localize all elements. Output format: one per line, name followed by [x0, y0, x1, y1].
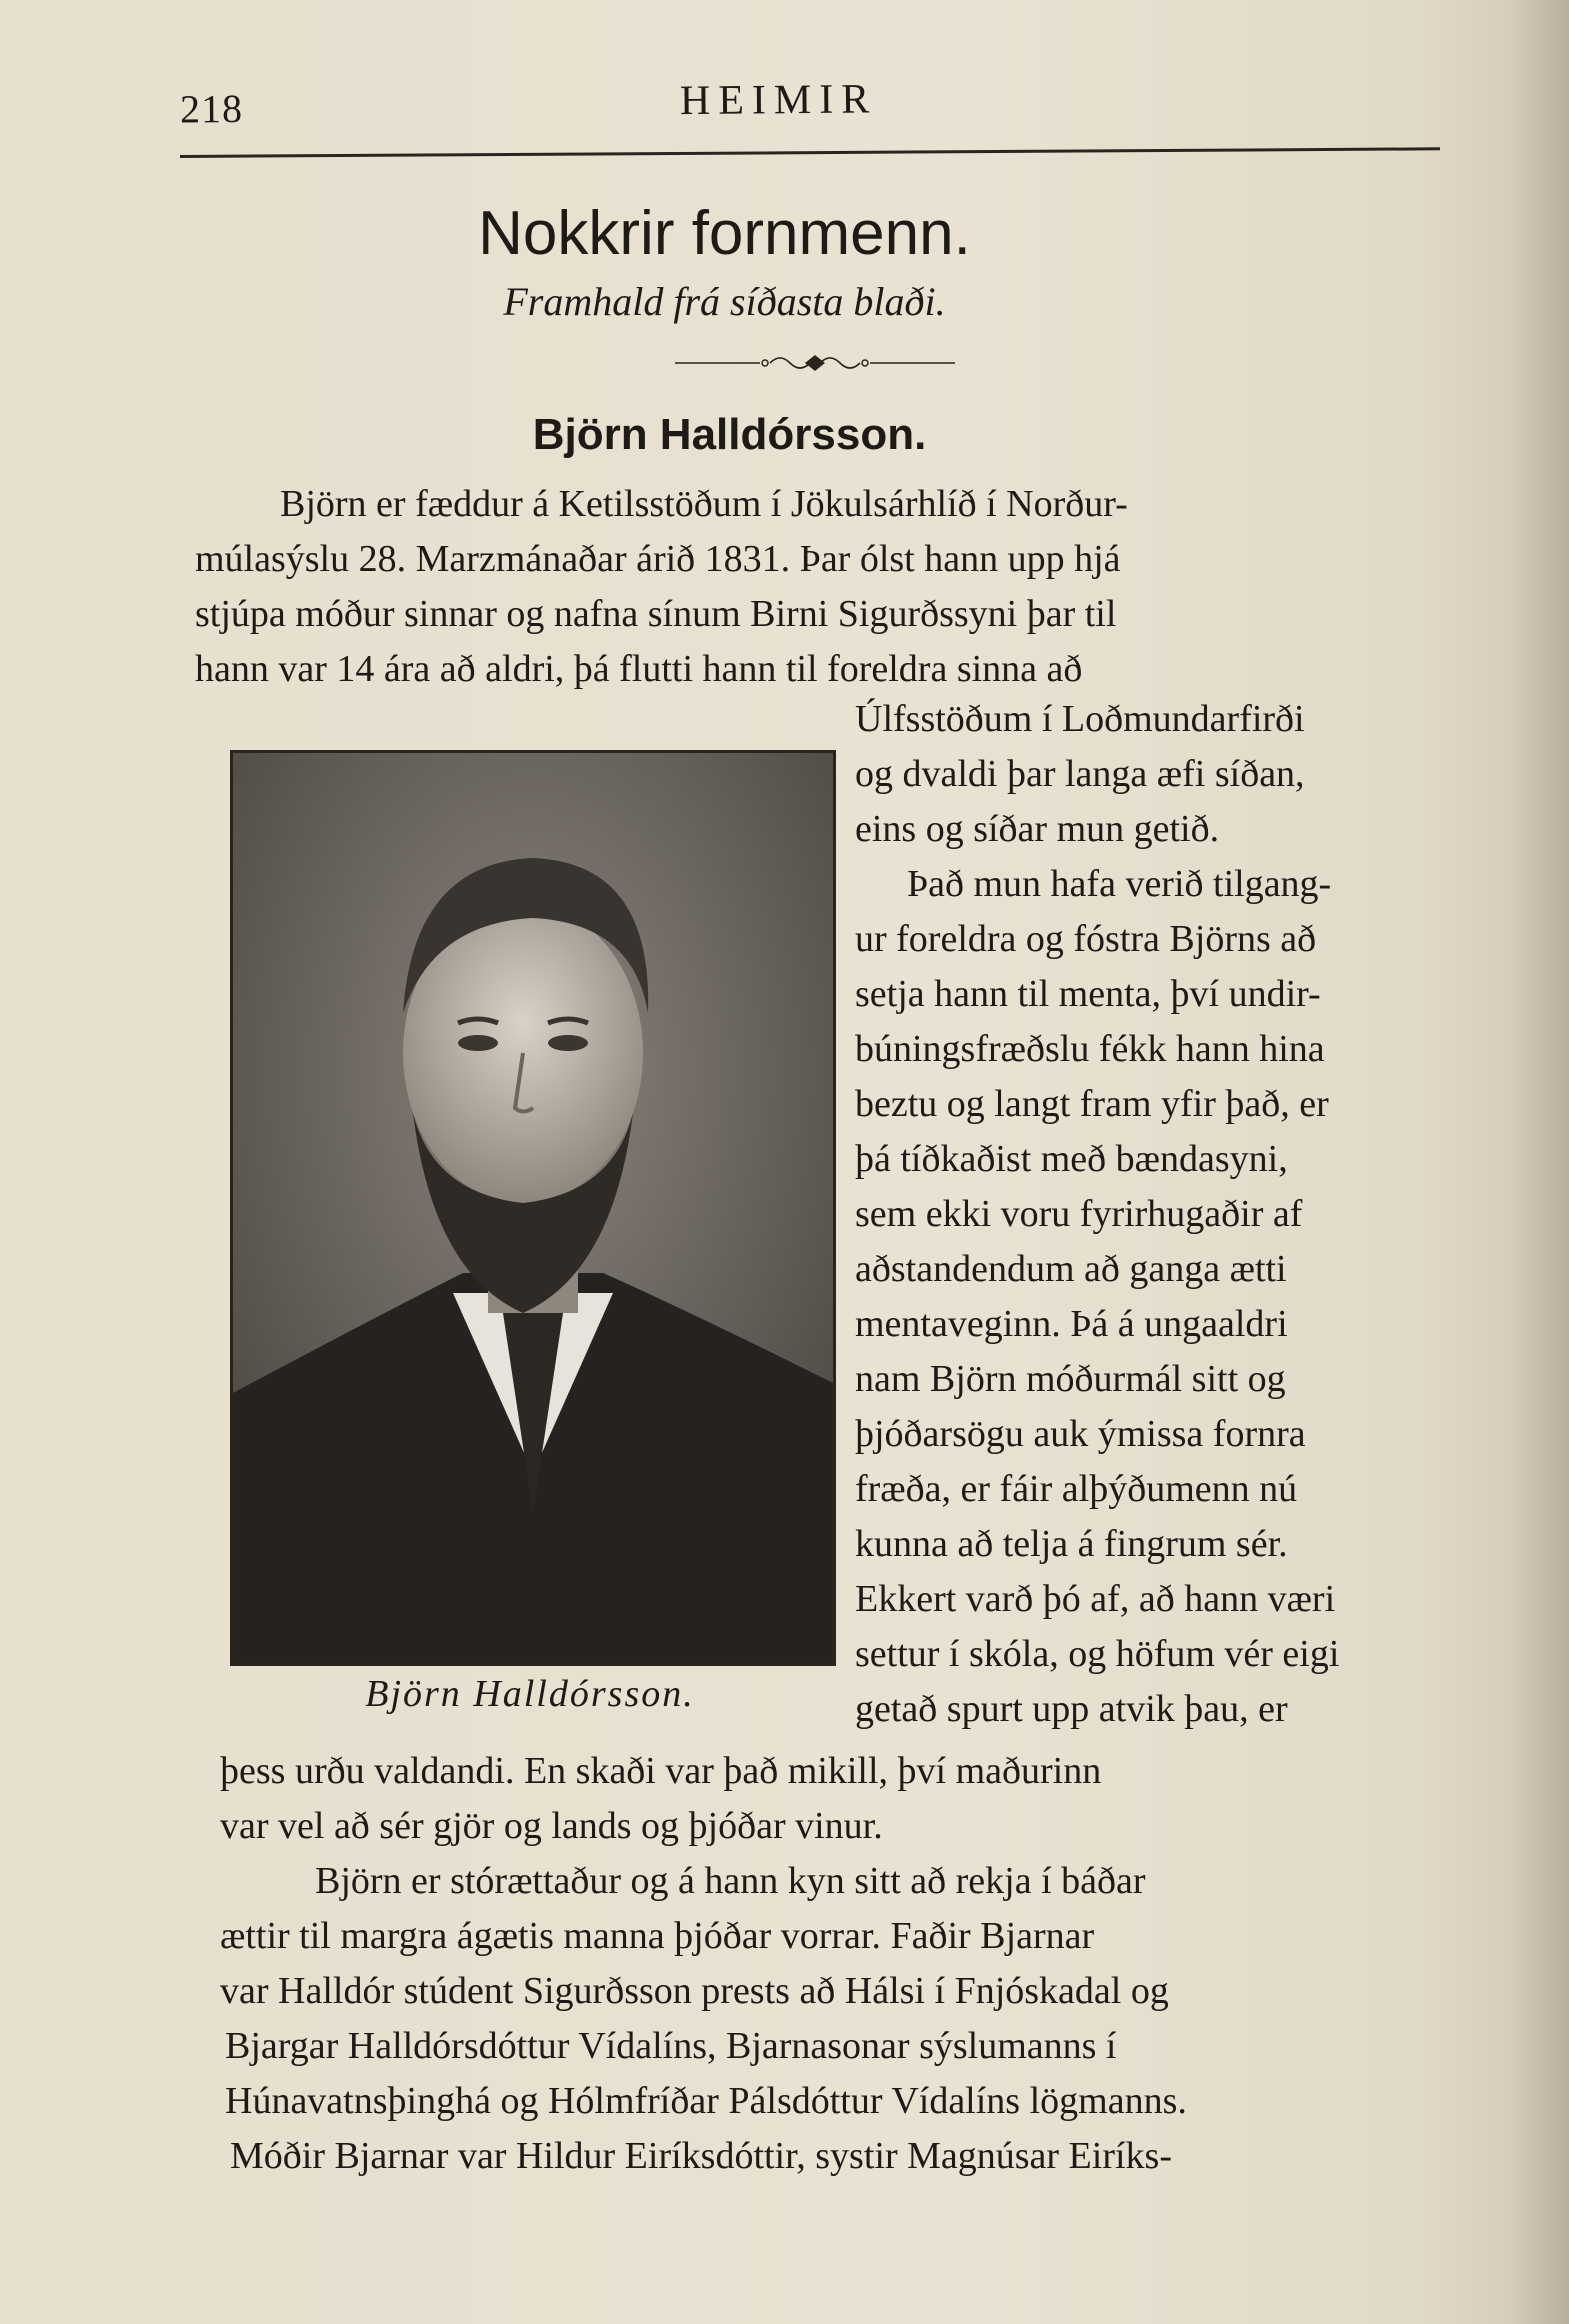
page-spine-shadow — [1509, 0, 1569, 2324]
body-line: múlasýslu 28. Marzmánaðar árið 1831. Þar ólst hann upp hjá — [195, 538, 1121, 580]
body-line: ættir til margra ágætis manna þjóðar vorrar. Faðir Bjarnar — [220, 1915, 1095, 1957]
body-line: var Halldór stúdent Sigurðsson prests að Hálsi í Fnjóskadal og — [220, 1970, 1169, 2012]
section-heading: Björn Halldórsson. — [532, 410, 927, 459]
column-line: sem ekki voru fyrirhugaðir af — [855, 1193, 1303, 1235]
column-line: Úlfsstöðum í Loðmundarfirði — [855, 698, 1305, 740]
column-line: Ekkert varð þó af, að hann væri — [855, 1578, 1336, 1620]
body-line: stjúpa móður sinnar og nafna sínum Birni Sigurðssyni þar til — [195, 593, 1117, 635]
page-header — [180, 65, 1441, 156]
column-line: mentaveginn. Þá á ungaaldri — [855, 1303, 1288, 1345]
body-line: Björn er fæddur á Ketilsstöðum í Jökulsárhlíð í Norður- — [280, 483, 1128, 525]
column-line: getað spurt upp atvik þau, er — [855, 1688, 1288, 1730]
body-line: Móðir Bjarnar var Hildur Eiríksdóttir, systir Magnúsar Eiríks- — [230, 2135, 1172, 2177]
body-line: Bjargar Halldórsdóttur Vídalíns, Bjarnasonar sýslumanns í — [225, 2025, 1117, 2067]
column-line: ur foreldra og fóstra Björns að — [855, 918, 1317, 960]
body-line: þess urðu valdandi. En skaði var það mikill, því maðurinn — [220, 1750, 1102, 1792]
column-line: þá tíðkaðist með bændasyni, — [855, 1138, 1288, 1180]
body-line: Björn er stórættaður og á hann kyn sitt að rekja í báðar — [315, 1860, 1146, 1902]
column-line: settur í skóla, og höfum vér eigi — [855, 1633, 1340, 1675]
body-line: hann var 14 ára að aldri, þá flutti hann til foreldra sinna að — [195, 648, 1083, 690]
column-line: nam Björn móðurmál sitt og — [855, 1358, 1286, 1400]
page-number: 218 — [179, 85, 244, 132]
column-line: setja hann til menta, því undir- — [855, 973, 1321, 1015]
column-line: aðstandendum að ganga ætti — [855, 1248, 1287, 1290]
column-line: fræða, er fáir alþýðumenn nú — [855, 1468, 1298, 1510]
article-subtitle: Framhald frá síðasta blaði. — [503, 279, 946, 324]
column-line: þjóðarsögu auk ýmissa fornra — [855, 1413, 1306, 1455]
photo-caption: Björn Halldórsson. — [365, 1673, 695, 1715]
column-line: og dvaldi þar langa æfi síðan, — [855, 753, 1305, 795]
ornament-divider-icon — [675, 348, 955, 378]
column-line: kunna að telja á fingrum sér. — [855, 1523, 1288, 1565]
article-title: Nokkrir fornmenn. — [478, 199, 971, 268]
portrait-image — [233, 753, 833, 1663]
body-line: var vel að sér gjör og lands og þjóðar vinur. — [220, 1805, 883, 1847]
column-line: beztu og langt fram yfir það, er — [855, 1083, 1329, 1125]
body-line: Húnavatnsþinghá og Hólmfríðar Pálsdóttur Vídalíns lögmanns. — [225, 2080, 1187, 2122]
column-line: búningsfræðslu fékk hann hina — [855, 1028, 1325, 1070]
column-line: eins og síðar mun getið. — [855, 808, 1220, 850]
portrait-photo — [230, 750, 836, 1666]
column-line: Það mun hafa verið tilgang- — [907, 863, 1332, 905]
running-head: HEIMIR — [679, 76, 878, 125]
